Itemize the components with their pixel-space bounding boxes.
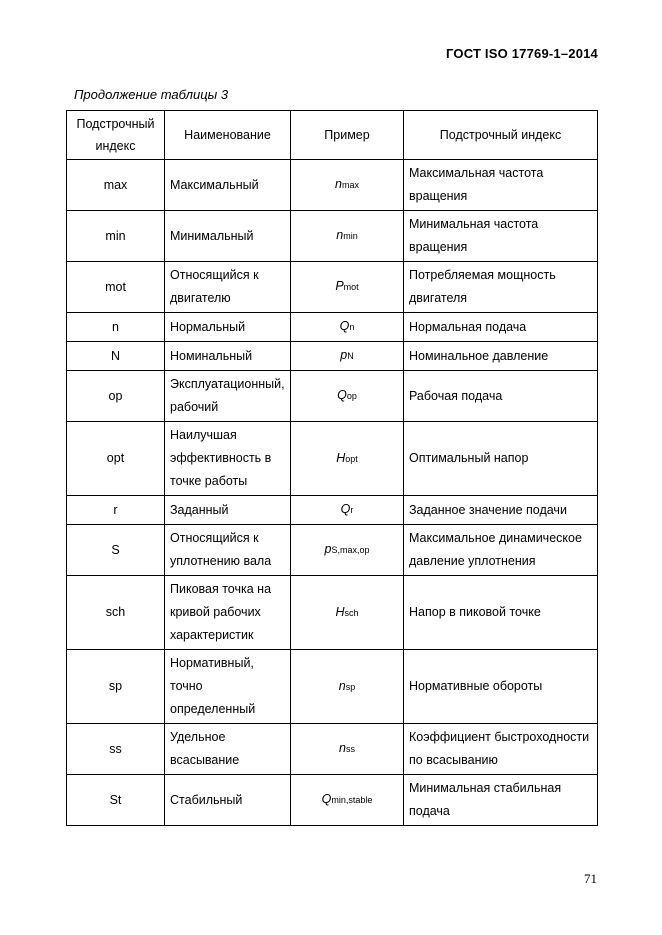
name-cell: Нормальный (165, 313, 291, 342)
document-header: ГОСТ ISO 17769-1–2014 (446, 46, 598, 61)
example-symbol: p (324, 542, 332, 556)
description-cell: Коэффициент быстроходности по всасыванию (404, 724, 598, 775)
example-subscript: min (343, 231, 358, 241)
example-cell (291, 496, 404, 525)
table-row (67, 262, 598, 313)
example-cell (291, 576, 404, 650)
example-subscript: r (350, 505, 354, 515)
description-cell: Рабочая подача (404, 371, 598, 422)
example-subscript: sp (345, 681, 356, 692)
subscript-index-cell: n (67, 313, 165, 342)
subscript-index-cell: opt (67, 422, 165, 496)
table-header-row (67, 111, 598, 160)
table-row (67, 211, 598, 262)
example-symbol: p (340, 348, 348, 362)
table-row (67, 313, 598, 342)
example-cell (291, 371, 404, 422)
example-cell (291, 160, 404, 211)
example-cell (291, 650, 404, 724)
description-cell: Нормативные обороты (404, 650, 598, 724)
example-subscript: mot (343, 282, 359, 292)
description-cell: Минимальная стабильная подача (404, 775, 598, 826)
column-header: Пример (291, 111, 404, 160)
name-cell: Пиковая точка на кривой рабочих характеристик (165, 576, 291, 650)
page-number: 71 (584, 871, 597, 886)
table-row (67, 650, 598, 724)
name-cell: Нормативный, точно определенный (165, 650, 291, 724)
example-symbol: n (336, 228, 344, 242)
example-subscript: opt (345, 453, 358, 464)
table-row (67, 525, 598, 576)
subscript-index-cell: St (67, 775, 165, 826)
name-cell: Максимальный (165, 160, 291, 211)
name-cell: Заданный (165, 496, 291, 525)
example-symbol: Q (339, 319, 350, 333)
subscript-index-cell: sp (67, 650, 165, 724)
example-cell (291, 342, 404, 371)
table-row (67, 775, 598, 826)
name-cell: Стабильный (165, 775, 291, 826)
example-cell (291, 262, 404, 313)
example-subscript: max (341, 180, 359, 190)
subscript-index-cell: max (67, 160, 165, 211)
description-cell: Максимальная частота вращения (404, 160, 598, 211)
column-header: Подстрочный индекс (404, 111, 598, 160)
name-cell: Номинальный (165, 342, 291, 371)
name-cell: Минимальный (165, 211, 291, 262)
description-cell: Минимальная частота вращения (404, 211, 598, 262)
example-subscript: min,stable (331, 795, 373, 805)
table-row (67, 160, 598, 211)
example-symbol: n (335, 177, 342, 191)
example-cell (291, 525, 404, 576)
example-subscript: sch (344, 607, 359, 618)
example-cell (291, 313, 404, 342)
subscript-index-cell: mot (67, 262, 165, 313)
example-symbol: H (336, 450, 346, 465)
table-row (67, 371, 598, 422)
description-cell: Оптимальный напор (404, 422, 598, 496)
table-row (67, 496, 598, 525)
table-row (67, 576, 598, 650)
name-cell: Относящийся к двигателю (165, 262, 291, 313)
description-cell: Потребляемая мощность двигателя (404, 262, 598, 313)
description-cell: Нормальная подача (404, 313, 598, 342)
subscript-index-cell: r (67, 496, 165, 525)
example-subscript: op (346, 391, 357, 401)
example-symbol: n (339, 741, 346, 755)
example-symbol: H (335, 604, 345, 619)
table-row (67, 724, 598, 775)
table-row (67, 422, 598, 496)
table-row (67, 342, 598, 371)
example-subscript: ss (345, 744, 355, 754)
example-subscript: n (349, 322, 355, 332)
name-cell: Эксплуатационный, рабочий (165, 371, 291, 422)
example-symbol: Q (340, 502, 351, 516)
example-cell (291, 422, 404, 496)
subscript-index-cell: sch (67, 576, 165, 650)
example-subscript: N (347, 351, 354, 361)
name-cell: Наилучшая эффективность в точке работы (165, 422, 291, 496)
example-cell (291, 724, 404, 775)
example-symbol: P (335, 279, 344, 293)
description-cell: Максимальное динамическое давление уплотнения (404, 525, 598, 576)
description-cell: Номинальное давление (404, 342, 598, 371)
description-cell: Напор в пиковой точке (404, 576, 598, 650)
column-header: Наименование (165, 111, 291, 160)
description-cell: Заданное значение подачи (404, 496, 598, 525)
example-symbol: Q (337, 388, 347, 402)
subscript-index-cell: op (67, 371, 165, 422)
subscript-table (66, 110, 598, 826)
column-header: Подстрочный индекс (67, 111, 165, 160)
example-symbol: Q (321, 792, 332, 806)
name-cell: Относящийся к уплотнению вала (165, 525, 291, 576)
subscript-index-cell: S (67, 525, 165, 576)
subscript-index-cell: ss (67, 724, 165, 775)
name-cell: Удельное всасывание (165, 724, 291, 775)
example-cell (291, 211, 404, 262)
subscript-index-cell: min (67, 211, 165, 262)
example-symbol: n (338, 678, 346, 693)
table-caption: Продолжение таблицы 3 (74, 87, 229, 102)
example-subscript: S,max,op (331, 545, 370, 555)
subscript-index-cell: N (67, 342, 165, 371)
example-cell (291, 775, 404, 826)
